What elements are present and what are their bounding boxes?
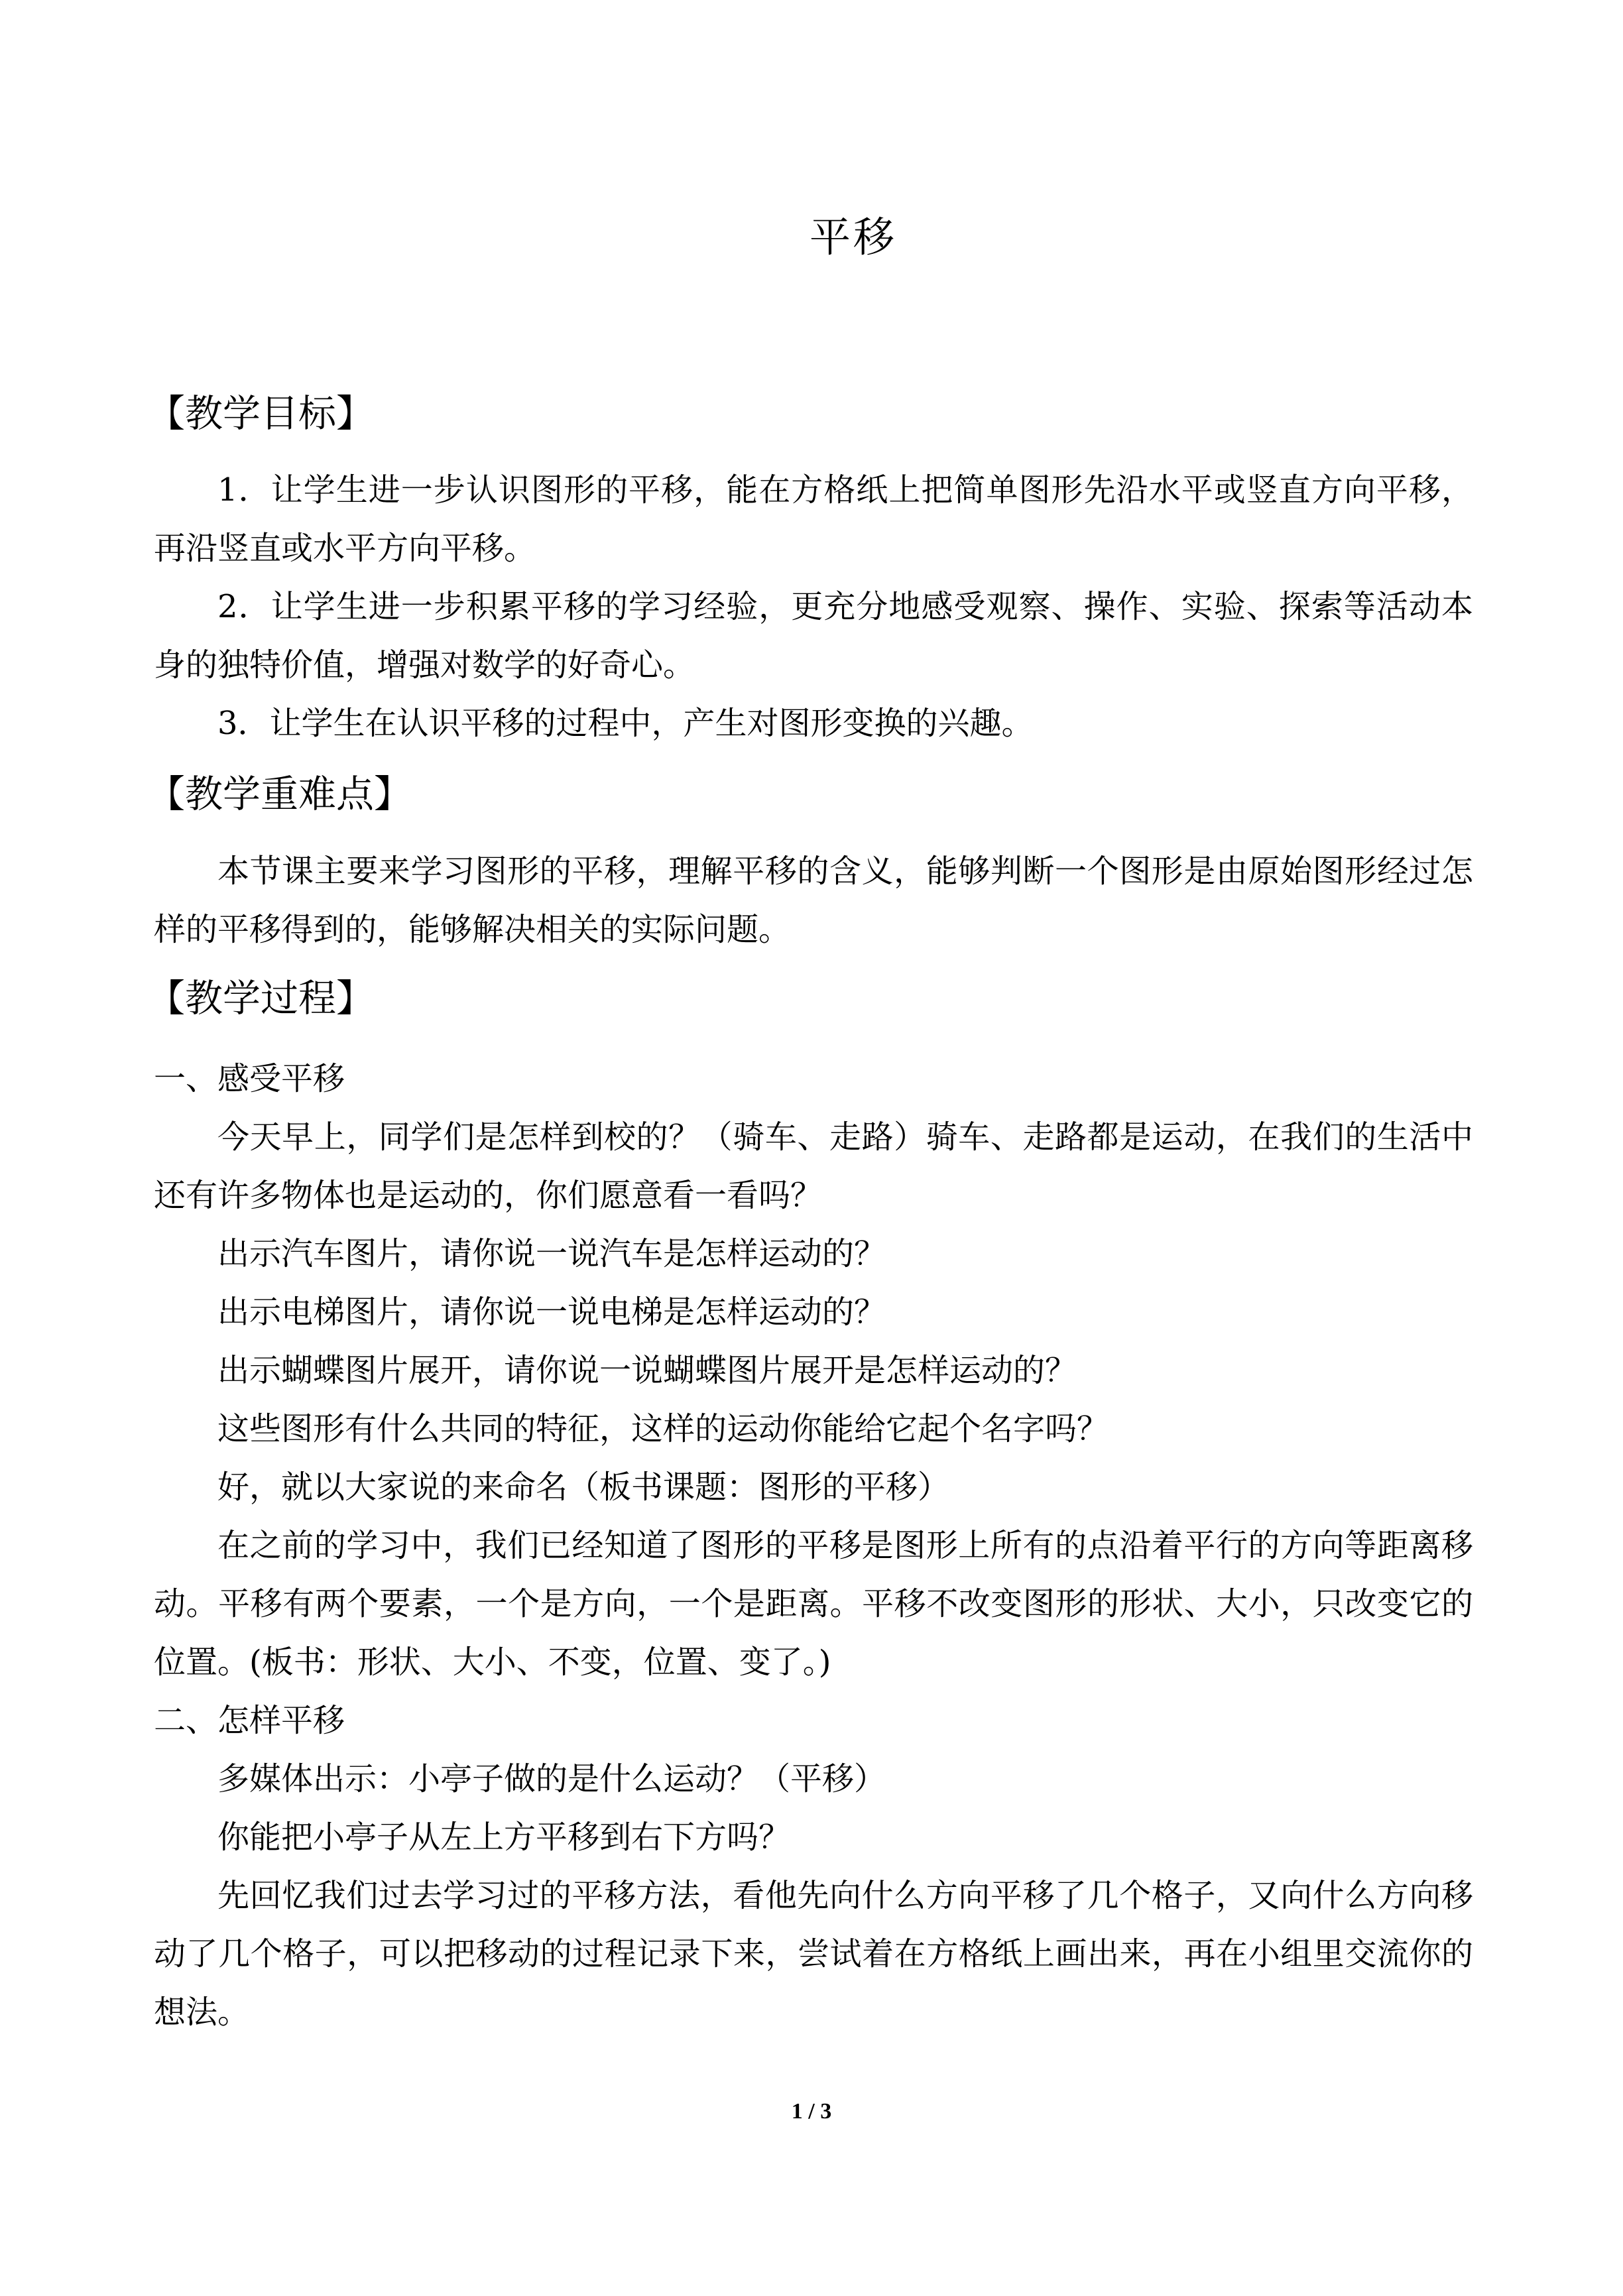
part1-paragraph: 今天早上，同学们是怎样到校的？（骑车、走路）骑车、走路都是运动，在我们的生活中还有许多物体也是运动的，你们愿意看一看吗？: [154, 1118, 1473, 1214]
key-points-text: 本节课主要来学习图形的平移，理解平移的含义，能够判断一个图形是由原始图形经过怎样的平移得到的，能够解决相关的实际问题。: [154, 853, 1473, 948]
part1-paragraph: 出示电梯图片，请你说一说电梯是怎样运动的？: [217, 1294, 886, 1331]
part1-paragraph: 好，就以大家说的来命名（板书课题：图形的平移）: [217, 1469, 950, 1506]
objective-item-1: 1．让学生进一步认识图形的平移，能在方格纸上把简单图形先沿水平或竖直方向平移，再沿竖直或水平方向平移。: [154, 471, 1473, 567]
page-title: 平移: [809, 213, 897, 261]
part2-paragraph: 多媒体出示：小亭子做的是什么运动？（平移）: [217, 1760, 886, 1797]
process-heading: 【教学过程】: [147, 977, 374, 1020]
part1-heading: 一、感受平移: [154, 1060, 345, 1097]
part2-heading: 二、怎样平移: [154, 1702, 345, 1739]
objective-item-2: 2．让学生进一步积累平移的学习经验，更充分地感受观察、操作、实验、探索等活动本身的独特价值，增强对数学的好奇心。: [154, 588, 1473, 684]
objective-item-3: 3．让学生在认识平移的过程中，产生对图形变换的兴趣。: [217, 705, 1034, 742]
page-number: 1 / 3: [791, 2099, 832, 2124]
objectives-heading: 【教学目标】: [147, 392, 374, 436]
part1-paragraph: 出示汽车图片，请你说一说汽车是怎样运动的？: [217, 1235, 886, 1272]
part1-paragraph: 这些图形有什么共同的特征，这样的运动你能给它起个名字吗？: [217, 1410, 1109, 1447]
part1-paragraph: 出示蝴蝶图片展开，请你说一说蝴蝶图片展开是怎样运动的？: [217, 1352, 1077, 1389]
key-points-heading: 【教学重难点】: [147, 772, 412, 816]
part1-paragraph: 在之前的学习中，我们已经知道了图形的平移是图形上所有的点沿着平行的方向等距离移动。平移有两个要素，一个是方向，一个是距离。平移不改变图形的形状、大小，只改变它的位置。(板书：形状、大小、不变，位置、变了。): [154, 1527, 1473, 1681]
part2-paragraph: 你能把小亭子从左上方平移到右下方吗？: [217, 1819, 791, 1856]
part2-paragraph: 先回忆我们过去学习过的平移方法，看他先向什么方向平移了几个格子，又向什么方向移动了几个格子，可以把移动的过程记录下来，尝试着在方格纸上画出来，再在小组里交流你的想法。: [154, 1877, 1473, 2031]
